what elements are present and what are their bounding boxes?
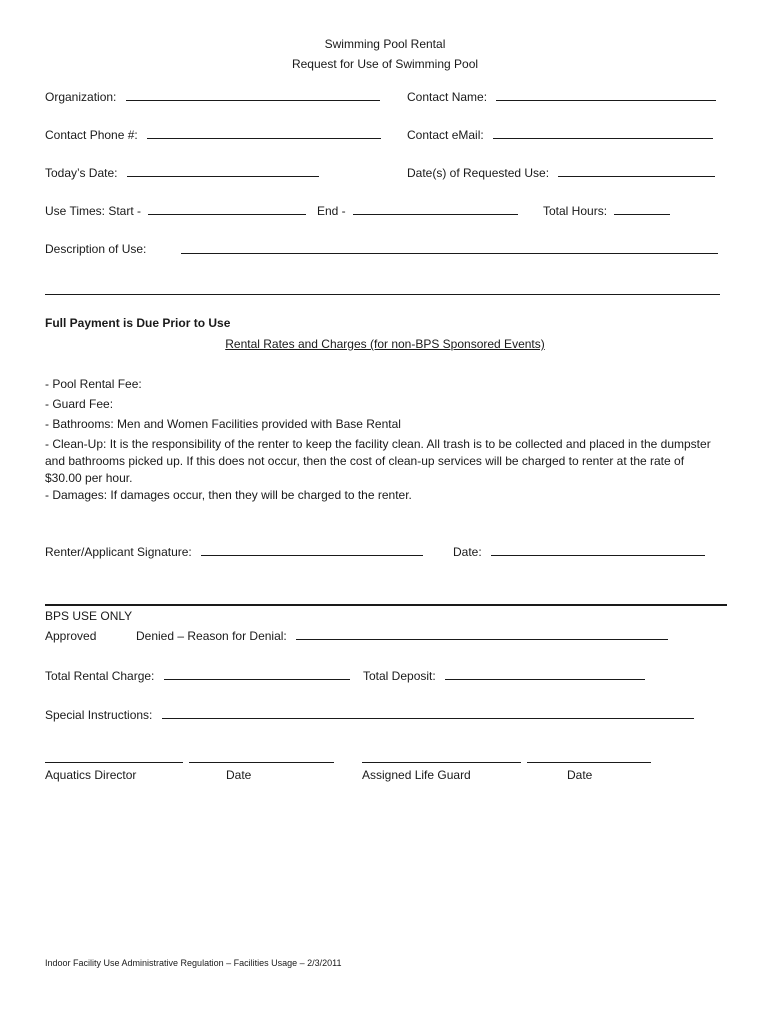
todays-date-field[interactable] xyxy=(45,166,319,180)
signature-date-field[interactable] xyxy=(453,545,705,559)
description-label: Description of Use: xyxy=(45,242,147,256)
denied-field[interactable] xyxy=(136,629,668,643)
special-instructions-blank[interactable] xyxy=(162,708,694,719)
start-time-blank[interactable] xyxy=(148,204,306,215)
charge-item: - Guard Fee: xyxy=(45,397,114,411)
contact-name-field[interactable] xyxy=(407,90,716,104)
special-instructions-field[interactable] xyxy=(45,708,694,722)
end-time-field[interactable] xyxy=(317,204,518,218)
requested-dates-blank[interactable] xyxy=(558,166,715,177)
use-times-start-field[interactable] xyxy=(45,204,306,218)
signature-date-label: Date: xyxy=(453,545,482,559)
life-guard-signature-line[interactable] xyxy=(362,752,521,763)
total-hours-blank[interactable] xyxy=(614,204,670,215)
total-deposit-field[interactable] xyxy=(363,669,645,683)
denial-reason-blank[interactable] xyxy=(296,629,668,640)
director-date-label: Date xyxy=(226,768,252,782)
denied-label: Denied – Reason for Denial: xyxy=(136,629,287,643)
charge-item: - Pool Rental Fee: xyxy=(45,377,142,391)
contact-name-label: Contact Name: xyxy=(407,90,488,104)
charge-item: - Bathrooms: Men and Women Facilities provided with Base Rental xyxy=(45,417,401,431)
total-deposit-blank[interactable] xyxy=(445,669,645,680)
contact-name-blank[interactable] xyxy=(496,90,716,101)
contact-phone-label: Contact Phone #: xyxy=(45,128,138,142)
signature-blank[interactable] xyxy=(201,545,423,556)
end-time-blank[interactable] xyxy=(353,204,518,215)
contact-email-label: Contact eMail: xyxy=(407,128,484,142)
approved-option[interactable]: Approved xyxy=(45,629,97,643)
organization-label: Organization: xyxy=(45,90,117,104)
life-guard-date-line[interactable] xyxy=(527,752,651,763)
todays-date-blank[interactable] xyxy=(127,166,319,177)
charge-item: - Damages: If damages occur, then they will be charged to the renter. xyxy=(45,488,412,502)
requested-dates-field[interactable] xyxy=(407,166,715,180)
life-guard-date-label: Date xyxy=(567,768,593,782)
total-rental-charge-field[interactable] xyxy=(45,669,350,683)
contact-phone-blank[interactable] xyxy=(147,128,381,139)
section-divider xyxy=(45,604,727,606)
form-title: Swimming Pool Rental xyxy=(324,37,446,51)
signature-date-blank[interactable] xyxy=(491,545,705,556)
total-deposit-label: Total Deposit: xyxy=(363,669,436,683)
bps-heading: BPS USE ONLY xyxy=(45,609,133,623)
special-instructions-label: Special Instructions: xyxy=(45,708,153,722)
aquatics-director-label: Aquatics Director xyxy=(45,768,137,782)
total-hours-label: Total Hours: xyxy=(543,204,608,218)
description-blank[interactable] xyxy=(181,243,718,254)
aquatics-director-signature-line[interactable] xyxy=(45,752,183,763)
contact-email-blank[interactable] xyxy=(493,128,713,139)
contact-email-field[interactable] xyxy=(407,128,713,142)
organization-field[interactable] xyxy=(45,90,380,104)
total-hours-field[interactable] xyxy=(543,204,670,218)
end-label: End - xyxy=(317,204,346,218)
rates-heading: Rental Rates and Charges (for non-BPS Sponsored Events) xyxy=(225,337,545,351)
director-date-line[interactable] xyxy=(189,752,334,763)
contact-phone-field[interactable] xyxy=(45,128,381,142)
charges-list xyxy=(45,376,717,504)
organization-blank[interactable] xyxy=(126,90,380,101)
signature-field[interactable] xyxy=(45,545,423,559)
use-times-label: Use Times: Start - xyxy=(45,204,142,218)
todays-date-label: Today’s Date: xyxy=(45,166,118,180)
total-rental-charge-blank[interactable] xyxy=(164,669,350,680)
description-blank-2[interactable] xyxy=(45,284,720,295)
total-rental-charge-label: Total Rental Charge: xyxy=(45,669,155,683)
life-guard-label: Assigned Life Guard xyxy=(362,768,471,782)
requested-dates-label: Date(s) of Requested Use: xyxy=(407,166,550,180)
signature-label: Renter/Applicant Signature: xyxy=(45,545,192,559)
form-subtitle: Request for Use of Swimming Pool xyxy=(291,57,479,71)
charge-item: - Clean-Up: It is the responsibility of the renter to keep the facility clean. All trash is to be collected and placed in the dumpster and bathrooms picked up. If this does not occur, then the cost of clean-up services will be charged to renter at the rate of $30.00 per hour. xyxy=(45,437,711,485)
payment-note: Full Payment is Due Prior to Use xyxy=(45,316,231,330)
page-footer: Indoor Facility Use Administrative Regulation – Facilities Usage – 2/3/2011 xyxy=(45,958,342,968)
